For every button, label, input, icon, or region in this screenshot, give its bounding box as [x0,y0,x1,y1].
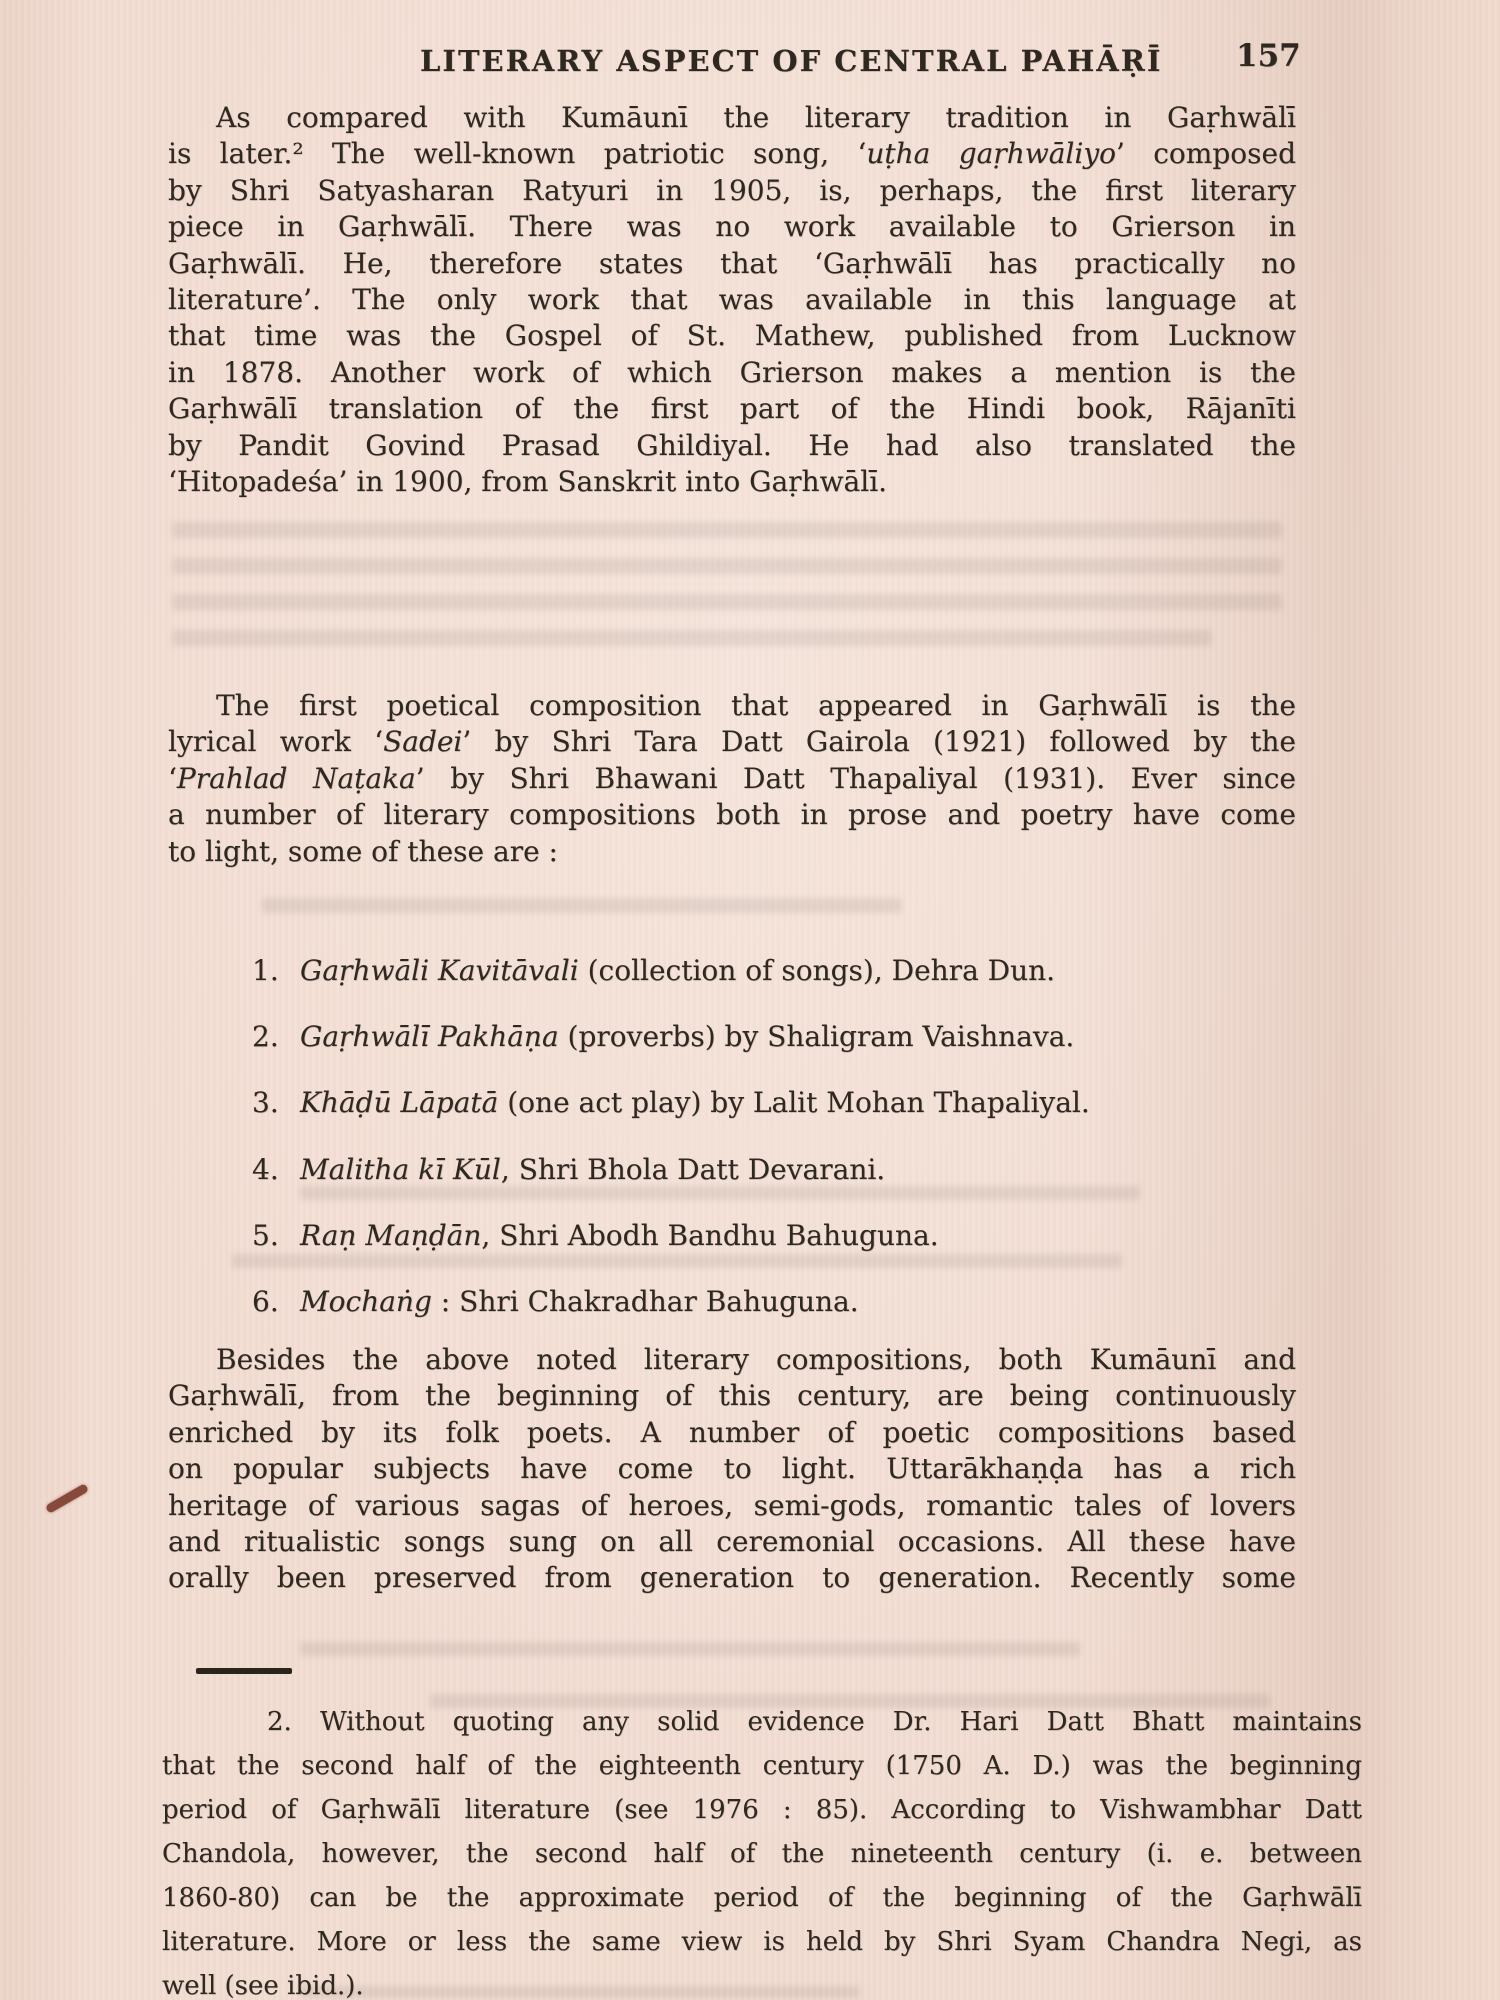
ghost-showthrough-text [172,630,1212,646]
text-line: lyrical work ‘Sadei’ by Shri Tara Datt Gairola (1921) followed by the [168,725,1296,759]
text-line: is later.² The well-known patriotic song, ‘uṭha gaṛhwāliyo’ composed [168,137,1296,171]
text-line: Gaṛhwālī translation of the first part of the Hindi book, Rājanīti [168,392,1296,426]
list-item-text: Raṇ Maṇḍān, Shri Abodh Bandhu Bahuguna. [300,1218,939,1252]
text-line: The first poetical composition that appeared in Gaṛhwālī is the [216,689,1296,722]
text-line: piece in Gaṛhwālī. There was no work available to Grierson in [168,210,1296,244]
text-line: by Shri Satyasharan Ratyuri in 1905, is, perhaps, the first literary [168,173,1296,207]
text-line: that time was the Gospel of St. Mathew, published from Lucknow [168,319,1296,353]
paragraph-first-poetical-composition [168,688,1296,870]
list-item-number: 4. [252,1152,279,1186]
text-line: Chandola, however, the second half of the nineteenth century (i. e. between [162,1839,1362,1869]
ghost-showthrough-text [172,522,1282,538]
red-pen-mark [45,1483,89,1514]
page-number: 157 [1236,38,1301,74]
list-item [252,1018,1312,1084]
text-line: to light, some of these are : [168,834,558,868]
list-item-text: Gaṛhwāli Kavitāvali (collection of songs), Dehra Dun. [300,954,1056,987]
page-header-title: LITERARY ASPECT OF CENTRAL PAHĀṚĪ [420,44,1163,78]
text-line: ‘Prahlad Naṭaka’ by Shri Bhawani Datt Thapaliyal (1931). Ever since [168,761,1296,795]
list-item-text: Mochaṅg : Shri Chakradhar Bahuguna. [300,1284,859,1318]
ghost-showthrough-text [172,594,1282,610]
text-line: Gaṛhwālī, from the beginning of this century, are being continuously [168,1379,1296,1413]
footnote-2 [162,1700,1362,2000]
text-line: enriched by its folk poets. A number of poetic compositions based [168,1415,1296,1449]
text-line: orally been preserved from generation to generation. Recently some [168,1561,1296,1595]
text-line: As compared with Kumāunī the literary tradition in Gaṛhwālī [216,101,1296,134]
list-item-text: Gaṛhwālī Pakhāṇa (proverbs) by Shaligram Vaishnava. [300,1020,1075,1054]
text-line: by Pandit Govind Prasad Ghildiyal. He had also translated the [168,428,1296,462]
text-line: a number of literary compositions both in prose and poetry have come [168,798,1296,832]
text-line: period of Gaṛhwālī literature (see 1976 : 85). According to Vishwambhar Datt [162,1795,1362,1825]
text-line: literature. More or less the same view is held by Shri Syam Chandra Negi, as [162,1927,1362,1957]
footnote-separator-rule [196,1668,292,1674]
text-line: literature’. The only work that was available in this language at [168,282,1296,316]
ghost-showthrough-text [300,1642,1080,1656]
text-line: and ritualistic songs sung on all ceremonial occasions. All these have [168,1524,1296,1558]
list-item [252,1217,1312,1283]
list-item-text: Malitha kī Kūl, Shri Bhola Datt Devarani. [300,1152,886,1186]
text-line: 2. Without quoting any solid evidence Dr. Hari Datt Bhatt maintains [267,1707,1362,1737]
paragraph-garhwali-tradition [168,100,1296,500]
text-line: that the second half of the eighteenth century (1750 A. D.) was the beginning [162,1751,1362,1781]
text-line: 1860-80) can be the approximate period of the beginning of the Gaṛhwālī [162,1883,1362,1913]
ghost-showthrough-text [172,558,1282,574]
works-list [252,952,1312,1349]
list-item [252,952,1312,1018]
list-item-number: 2. [252,1020,279,1054]
ghost-showthrough-text [262,898,902,913]
list-item-text: Khāḍū Lāpatā (one act play) by Lalit Mohan Thapaliyal. [300,1086,1090,1120]
list-item [252,1151,1312,1217]
list-item-number: 3. [252,1086,279,1120]
text-line: Gaṛhwālī. He, therefore states that ‘Gaṛhwālī has practically no [168,246,1296,280]
text-line: ‘Hitopadeśa’ in 1900, from Sanskrit into Gaṛhwālī. [168,464,888,498]
text-line: Besides the above noted literary compositions, both Kumāunī and [216,1343,1296,1376]
text-line: on popular subjects have come to light. Uttarākhaṇḍa has a rich [168,1452,1296,1486]
text-line: heritage of various sagas of heroes, semi-gods, romantic tales of lovers [168,1488,1296,1522]
paragraph-folk-poets [168,1342,1296,1597]
text-line: in 1878. Another work of which Grierson makes a mention is the [168,355,1296,389]
list-item [252,1283,1312,1349]
list-item-number: 5. [252,1218,279,1252]
list-item-number: 6. [252,1284,279,1318]
list-item [252,1084,1312,1150]
text-line: well (see ibid.). [162,1971,364,2000]
list-item-number: 1. [252,954,279,987]
